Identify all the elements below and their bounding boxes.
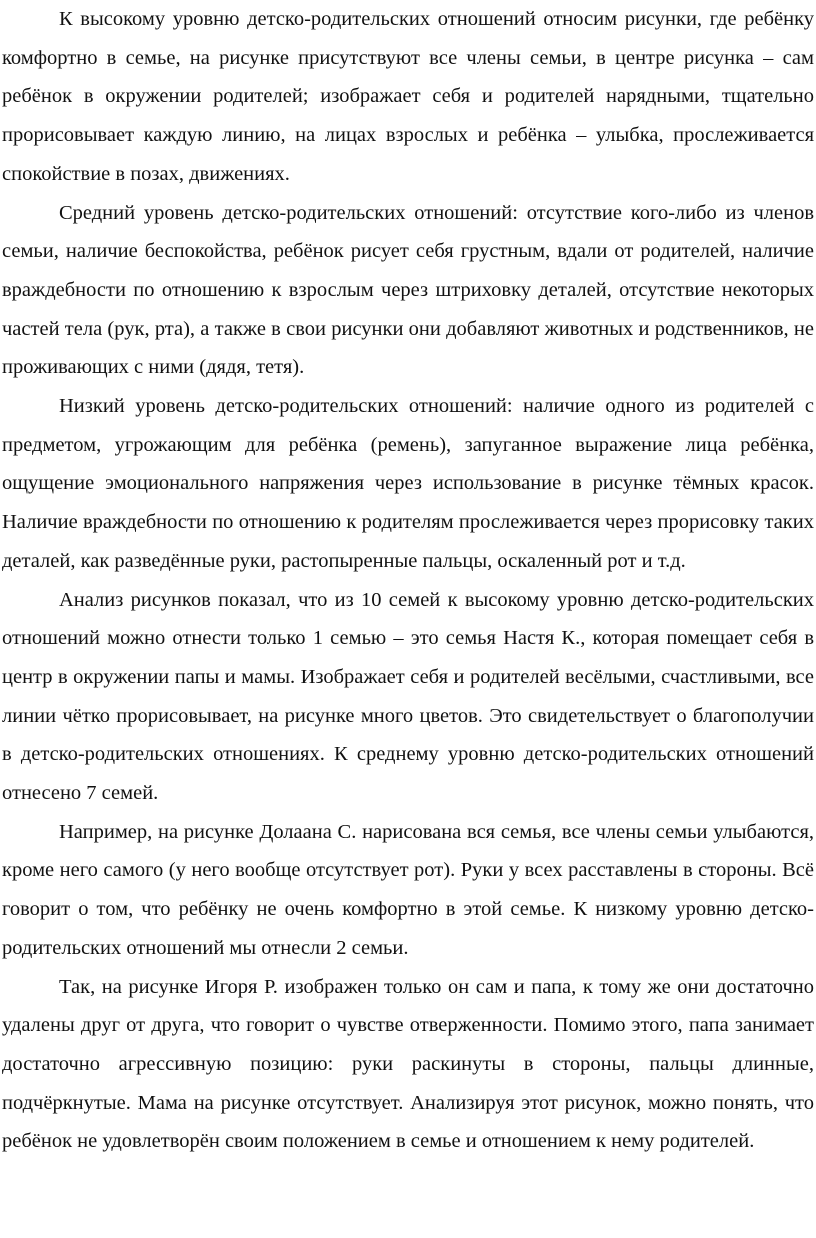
- paragraph-example-dolaana: Например, на рисунке Долаана С. нарисована вся семья, все члены семьи улыбаются, кроме него самого (у него вообще отсутствует рот). Руки у всех расставлены в стороны. Всё говорит о том, что ребёнку не очень комфортно в этой семье. К низкому уровню детско-родительских отношений мы отнесли 2 семьи.: [2, 820, 814, 959]
- paragraph-analysis: Анализ рисунков показал, что из 10 семей к высокому уровню детско-родительских отношений можно отнести только 1 семью – это семья Настя К., которая помещает себя в центр в окружении папы и мамы. Изображает себя и родителей весёлыми, счастливыми, все линии чётко прорисовывает, на рисунке много цветов. Это свидетельствует о благополучии в детско-родительских отношениях. К среднему уровню детско-родительских отношений отнесено 7 семей.: [2, 588, 814, 805]
- paragraph-medium-level: Средний уровень детско-родительских отношений: отсутствие кого-либо из членов семьи, наличие беспокойства, ребёнок рисует себя грустным, вдали от родителей, наличие враждебности по отношению к взрослым через штриховку деталей, отсутствие некоторых частей тела (рук, рта), а также в свои рисунки они добавляют животных и родственников, не проживающих с ними (дядя, тетя).: [2, 201, 814, 379]
- paragraph-high-level: К высокому уровню детско-родительских отношений относим рисунки, где ребёнку комфортно в семье, на рисунке присутствуют все члены семьи, в центре рисунка – сам ребёнок в окружении родителей; изображает себя и родителей нарядными, тщательно прорисовывает каждую линию, на лицах взрослых и ребёнка – улыбка, прослеживается спокойствие в позах, движениях.: [2, 8, 814, 185]
- paragraph-example-igor: Так, на рисунке Игоря Р. изображен только он сам и папа, к тому же они достаточно удалены друг от друга, что говорит о чувстве отверженности. Помимо этого, папа занимает достаточно агрессивную позицию: руки раскинуты в стороны, пальцы длинные, подчёркнутые. Мама на рисунке отсутствует. Анализируя этот рисунок, можно понять, что ребёнок не удовлетворён своим положением в семье и отношением к нему родителей.: [2, 975, 814, 1153]
- paragraph-low-level: Низкий уровень детско-родительских отношений: наличие одного из родителей с предметом, угрожающим для ребёнка (ремень), запуганное выражение лица ребёнка, ощущение эмоционального напряжения через использование в рисунке тёмных красок. Наличие враждебности по отношению к родителям прослеживается через прорисовку таких деталей, как разведённые руки, растопыренные пальцы, оскаленный рот и т.д.: [2, 395, 814, 572]
